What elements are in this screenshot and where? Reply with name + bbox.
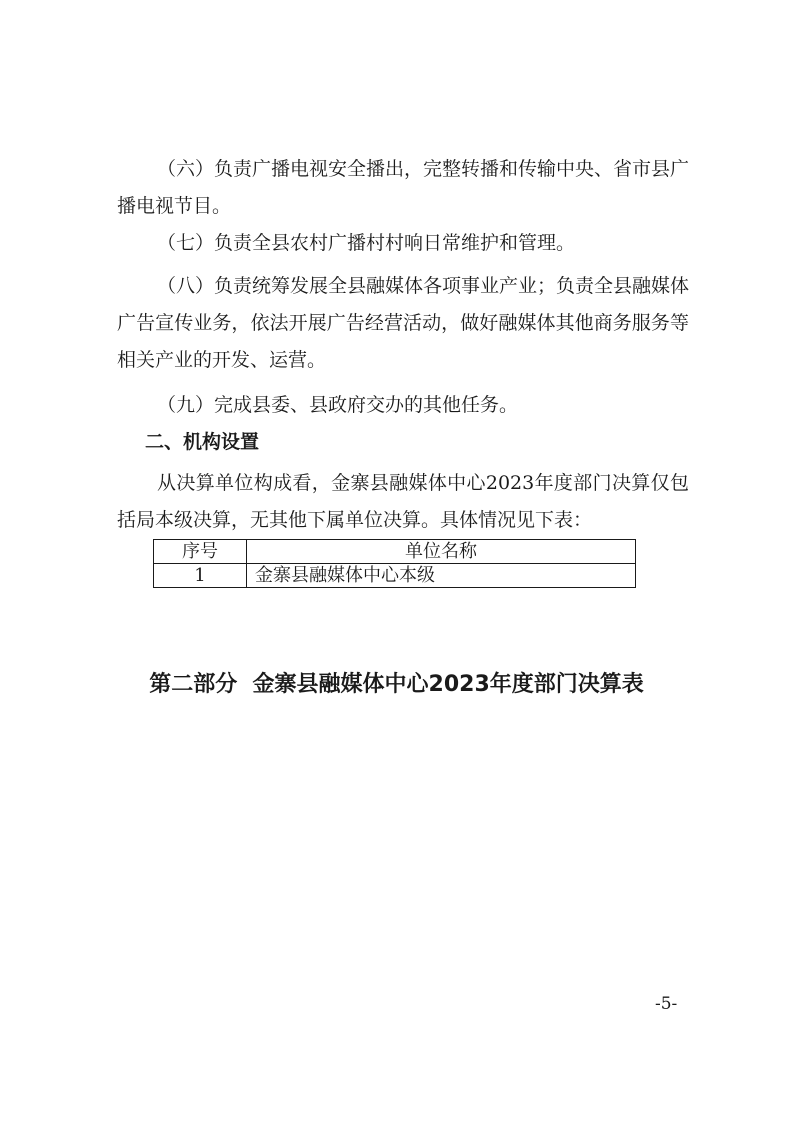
page-number: -5- (655, 994, 678, 1014)
unit-table (153, 539, 636, 588)
paragraph-item-8: （八）负责统筹发展全县融媒体各项事业产业；负责全县融媒体广告宣传业务，依法开展广告经营活动，做好融媒体其他商务服务等相关产业的开发、运营。 (117, 275, 690, 371)
table-cell-unit-name: 金寨县融媒体中心本级 (247, 564, 636, 588)
section-body-organization: 从决算单位构成看，金寨县融媒体中心2023年度部门决算仅包括局本级决算，无其他下属单位决算。具体情况见下表： (117, 472, 689, 531)
table-cell-serial: 1 (154, 564, 247, 588)
paragraph-item-9: （九）完成县委、县政府交办的其他任务。 (157, 394, 519, 416)
table-header-serial: 序号 (154, 540, 247, 564)
section-heading-organization: 二、机构设置 (145, 431, 260, 453)
table-header-row (154, 540, 636, 564)
part-title: 第二部分 金寨县融媒体中心2023年度部门决算表 (149, 672, 644, 697)
paragraph-item-7: （七）负责全县农村广播村村响日常维护和管理。 (157, 232, 576, 254)
table-header-unit-name: 单位名称 (247, 540, 636, 564)
paragraph-item-6: （六）负责广播电视安全播出，完整转播和传输中央、省市县广播电视节目。 (117, 158, 690, 217)
table-row (154, 564, 636, 588)
